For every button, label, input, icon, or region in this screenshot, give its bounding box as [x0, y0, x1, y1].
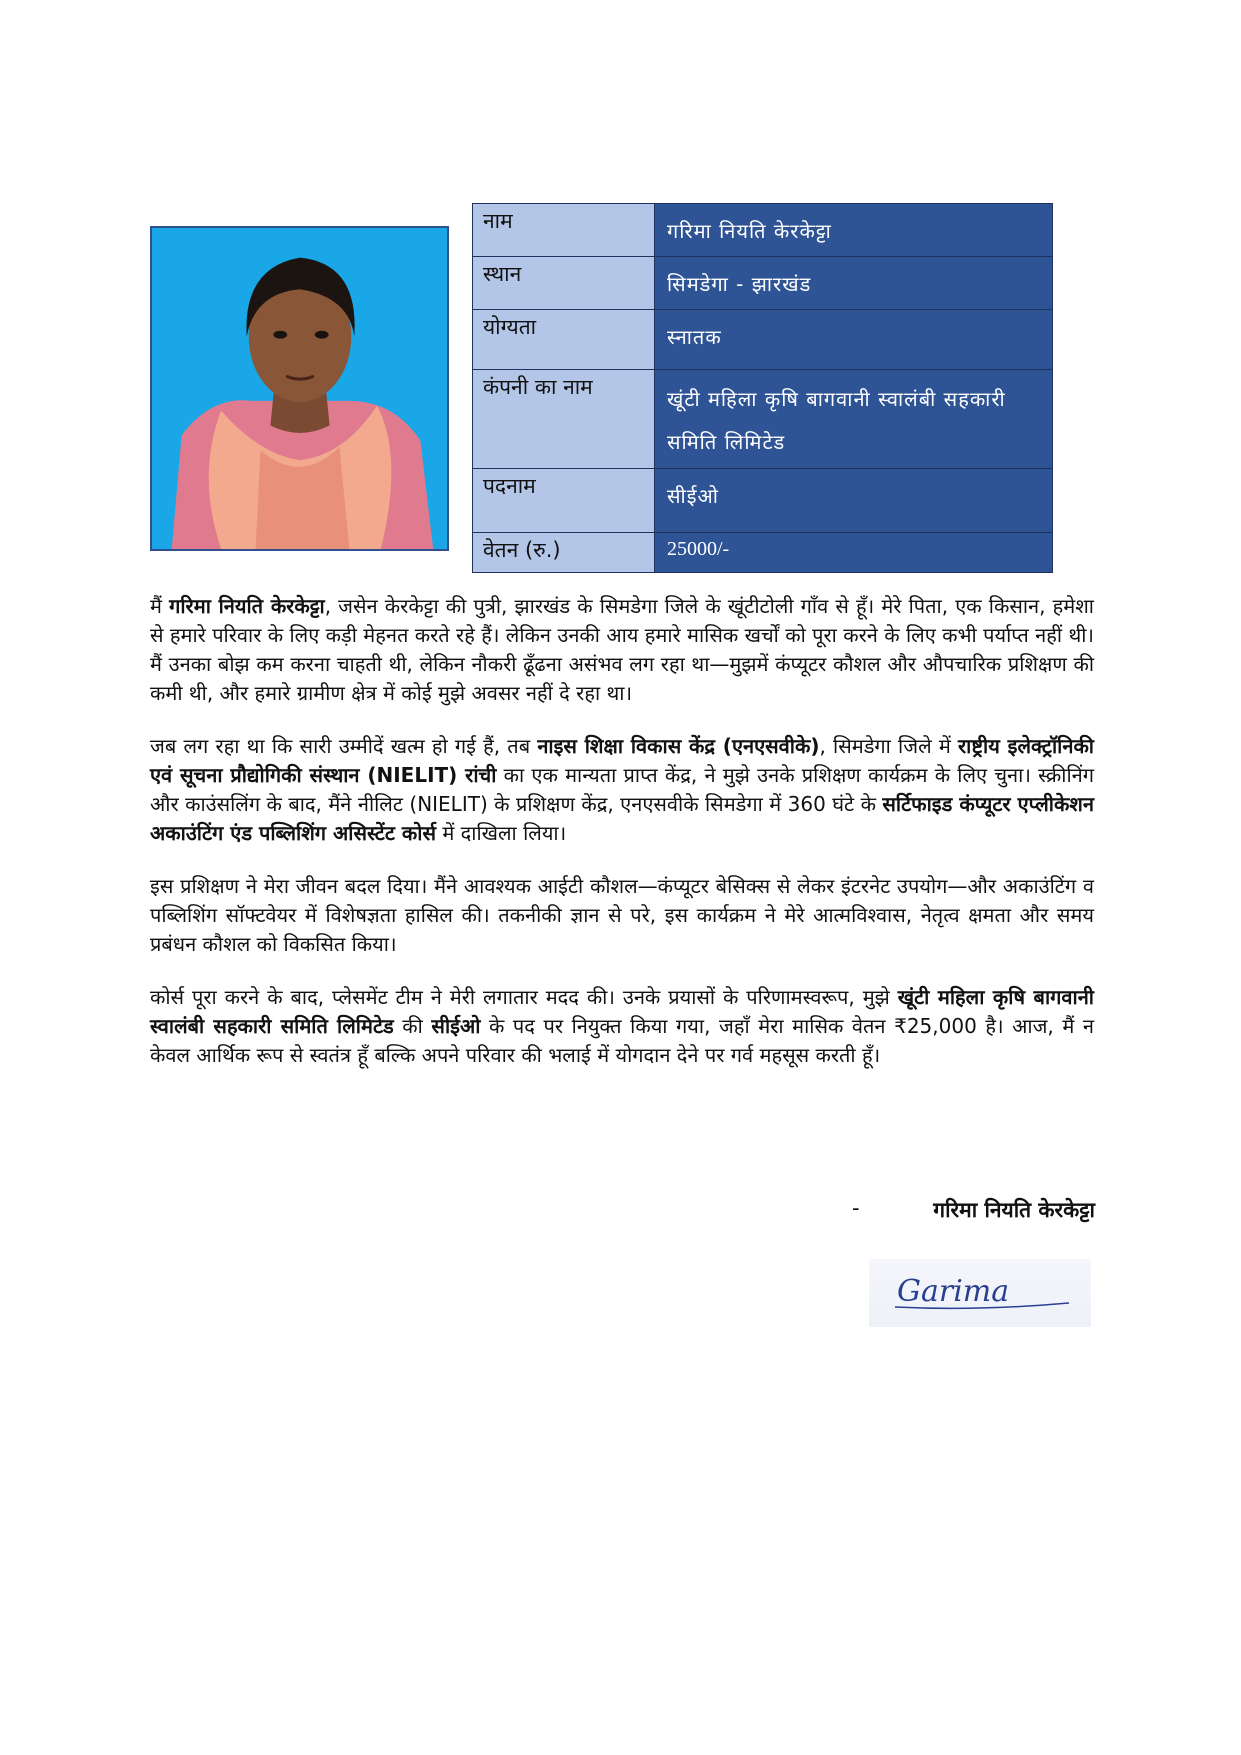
profile-photo [150, 226, 449, 551]
profile-row-location [473, 257, 1052, 310]
profile-label: कंपनी का नाम [473, 370, 655, 468]
profile-label: स्थान [473, 257, 655, 309]
profile-value: स्नातक [655, 310, 1052, 369]
profile-table [472, 203, 1053, 573]
profile-value: खूंटी महिला कृषि बागवानी स्वालंबी सहकारी समिति लिमिटेड [655, 370, 1052, 468]
text: मैं [150, 594, 170, 618]
text: के पद पर नियुक्त किया गया, जहाँ मेरा मासिक वेतन ₹25,000 है। आज, मैं न केवल आर्थिक रूप से स्वतंत्र हूँ बल्कि अपने परिवार की भलाई में योगदान देने पर गर्व महसूस करती हूँ। [150, 1014, 1094, 1067]
paragraph-4 [150, 983, 1094, 1070]
paragraph-3 [150, 872, 1094, 959]
profile-label: पदनाम [473, 469, 655, 532]
profile-row-qualification [473, 310, 1052, 370]
profile-value: 25000/- [655, 533, 1052, 572]
bold-text: गरिमा नियति केरकेट्टा [169, 594, 325, 618]
story-text [150, 592, 1094, 1094]
profile-row-salary [473, 533, 1052, 572]
bold-text: राष्ट्रीय इलेक्ट्रॉनिकी एवं सूचना प्रौद्योगिकी संस्थान (NIELIT) रांची [150, 734, 1094, 787]
profile-row-name [473, 204, 1052, 257]
profile-row-company [473, 370, 1052, 469]
text: जब लग रहा था कि सारी उम्मीदें खत्म हो गई हैं, तब [150, 734, 538, 758]
bold-text: सीईओ [431, 1014, 481, 1038]
text: इस प्रशिक्षण ने मेरा जीवन बदल दिया। मैंने आवश्यक आईटी कौशल—कंप्यूटर बेसिक्स से लेकर इंटरनेट उपयोग—और अकाउंटिंग व पब्लिशिंग सॉफ्टवेयर में विशेषज्ञता हासिल की। तकनीकी ज्ञान से परे, इस कार्यक्रम ने मेरे आत्मविश्वास, नेतृत्व क्षमता और समय प्रबंधन कौशल को विकसित किया। [150, 874, 1094, 956]
text: , जसेन केरकेट्टा की पुत्री, झारखंड के सिमडेगा जिले के खूंटीटोली गाँव से हूँ। मेरे पिता, एक किसान, हमेशा से हमारे परिवार के लिए कड़ी मेहनत करते रहे हैं। लेकिन उनकी आय हमारे मासिक खर्चों को पूरा करने के लिए कभी पर्याप्त नहीं थी। मैं उनका बोझ कम करना चाहती थी, लेकिन नौकरी ढूँढना असंभव लग रहा था—मुझमें कंप्यूटर कौशल और औपचारिक प्रशिक्षण की कमी थी, और हमारे ग्रामीण क्षेत्र में कोई मुझे अवसर नहीं दे रहा था। [150, 594, 1094, 705]
bold-text: नाइस शिक्षा विकास केंद्र (एनएसवीके) [537, 734, 820, 758]
paragraph-2 [150, 732, 1094, 848]
profile-label: योग्यता [473, 310, 655, 369]
text: में दाखिला लिया। [435, 821, 567, 845]
signature-scribble: Garima [897, 1274, 1010, 1309]
signature-dash: - [852, 1196, 860, 1220]
profile-value: सीईओ [655, 469, 1052, 532]
profile-row-designation [473, 469, 1052, 533]
text: की [393, 1014, 432, 1038]
bold-text: खूंटी महिला कृषि बागवानी स्वालंबी सहकारी समिति लिमिटेड [150, 985, 1094, 1038]
text: कोर्स पूरा करने के बाद, प्लेसमेंट टीम ने मेरी लगातार मदद की। उनके प्रयासों के परिणामस्वरूप, मुझे [150, 985, 898, 1009]
profile-value: सिमडेगा - झारखंड [655, 257, 1052, 309]
bold-text: सर्टिफाइड कंप्यूटर एप्लीकेशन अकाउंटिंग एंड पब्लिशिंग असिस्टेंट कोर्स [150, 792, 1094, 845]
handwritten-signature [869, 1259, 1091, 1327]
profile-label: वेतन (रु.) [473, 533, 655, 572]
text: का एक मान्यता प्राप्त केंद्र, ने मुझे उनके प्रशिक्षण कार्यक्रम के लिए चुना। स्क्रीनिंग और काउंसलिंग के बाद, मैंने नीलिट (NIELIT) के प्रशिक्षण केंद्र, एनएसवीके सिमडेगा में 360 घंटे के [150, 763, 1094, 816]
text: , सिमडेगा जिले में [819, 734, 958, 758]
paragraph-1 [150, 592, 1094, 708]
signature-name: गरिमा नियति केरकेट्टा [933, 1198, 1095, 1222]
profile-value: गरिमा नियति केरकेट्टा [655, 204, 1052, 256]
profile-label: नाम [473, 204, 655, 256]
